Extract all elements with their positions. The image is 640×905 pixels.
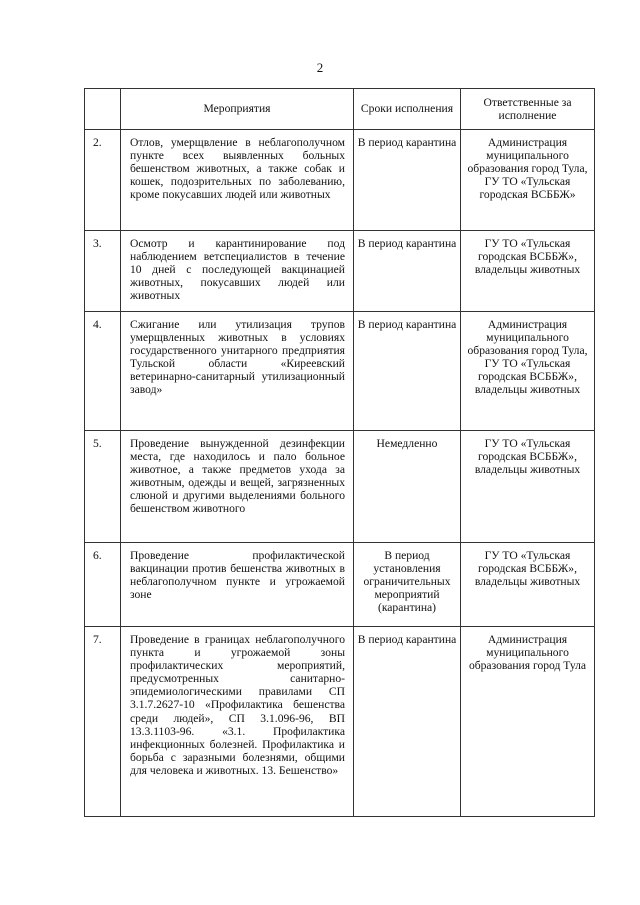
header-activity: Мероприятия: [121, 89, 354, 130]
header-number: [85, 89, 121, 130]
table-header-row: [85, 89, 595, 130]
table-row: [85, 627, 595, 817]
row-number: 6.: [85, 543, 121, 627]
row-responsible: ГУ ТО «Тульская городская ВСББЖ», владельцы животных: [461, 543, 595, 627]
row-number: 7.: [85, 627, 121, 817]
row-responsible: ГУ ТО «Тульская городская ВСББЖ», владельцы животных: [461, 431, 595, 543]
row-activity: Проведение в границах неблагополучного пункта и угрожаемой зоны профилактических мероприятий, предусмотренных санитарно-эпидемиологическими правилами СП 3.1.7.2627-10 «Профилактика бешенства среди людей», СП 3.1.096-96, ВП 13.3.1103-96. «3.1. Профилактика инфекционных болезней. Профилактика и борьба с заразными болезнями, общими для человека и животных. 13. Бешенство»: [121, 627, 354, 817]
header-responsible: Ответственные за исполнение: [461, 89, 595, 130]
table-row: [85, 130, 595, 231]
table-row: [85, 543, 595, 627]
row-terms: В период установления ограничительных мероприятий (карантина): [354, 543, 461, 627]
page-number: 2: [316, 60, 324, 75]
table-row: [85, 431, 595, 543]
row-responsible: Администрация муниципального образования город Тула: [461, 627, 595, 817]
row-terms: В период карантина: [354, 130, 461, 231]
row-number: 4.: [85, 312, 121, 431]
row-terms: В период карантина: [354, 627, 461, 817]
row-responsible: Администрация муниципального образования город Тула, ГУ ТО «Тульская городская ВСББЖ», владельцы животных: [461, 312, 595, 431]
header-terms: Сроки исполнения: [354, 89, 461, 130]
row-activity: Осмотр и карантинирование под наблюдением ветспециалистов в течение 10 дней с последующей вакцинацией животных, покусавших людей или животных: [121, 231, 354, 312]
row-terms: В период карантина: [354, 231, 461, 312]
row-number: 3.: [85, 231, 121, 312]
row-terms: В период карантина: [354, 312, 461, 431]
table-row: [85, 231, 595, 312]
measures-table: [84, 88, 595, 817]
row-activity: Отлов, умерщвление в неблагополучном пункте всех выявленных больных бешенством животных, а также собак и кошек, подозрительных по заболеванию, кроме покусавших людей или животных: [121, 130, 354, 231]
row-responsible: Администрация муниципального образования город Тула, ГУ ТО «Тульская городская ВСББЖ»: [461, 130, 595, 231]
table-row: [85, 312, 595, 431]
row-terms: Немедленно: [354, 431, 461, 543]
row-responsible: ГУ ТО «Тульская городская ВСББЖ», владельцы животных: [461, 231, 595, 312]
row-activity: Сжигание или утилизация трупов умерщвленных животных в условиях государственного унитарного предприятия Тульской области «Киреевский ветеринарно-санитарный утилизационный завод»: [121, 312, 354, 431]
row-activity: Проведение профилактической вакцинации против бешенства животных в неблагополучном пункте и угрожаемой зоне: [121, 543, 354, 627]
row-activity: Проведение вынужденной дезинфекции места, где находилось и пало больное животное, а также предметов ухода за животным, одежды и вещей, загрязненных слюной и другими выделениями больного бешенством животного: [121, 431, 354, 543]
row-number: 2.: [85, 130, 121, 231]
row-number: 5.: [85, 431, 121, 543]
